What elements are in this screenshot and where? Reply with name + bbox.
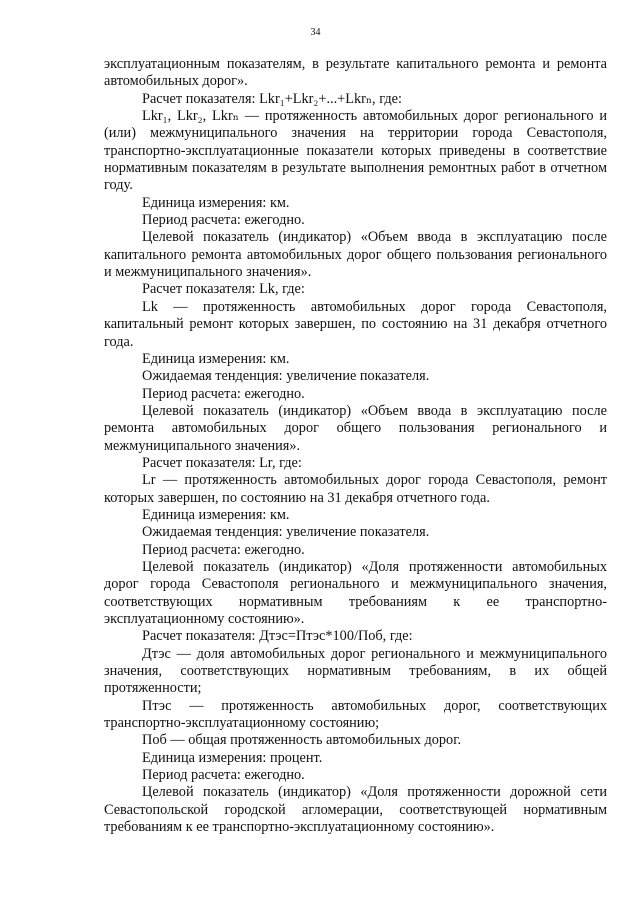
- paragraph: Расчет показателя: Lr, где:: [142, 454, 302, 471]
- paragraph: Птэс — протяженность автомобильных дорог, соответствующих транспортно-эксплуатационному состоянию;: [104, 697, 607, 732]
- paragraph: Период расчета: ежегодно.: [142, 385, 305, 402]
- document-body: [104, 56, 607, 836]
- paragraph: Период расчета: ежегодно.: [142, 541, 305, 558]
- paragraph: Целевой показатель (индикатор) «Объем ввода в эксплуатацию после капитального ремонта автомобильных дорог общего пользования регионального и межмуниципального значения».: [104, 229, 607, 281]
- paragraph: эксплуатационным показателям, в результате капитального ремонта и ремонта автомобильных дорог».: [104, 56, 607, 90]
- paragraph: Единица измерения: км.: [142, 194, 290, 211]
- paragraph: Расчет показателя: Дтэс=Птэс*100/Поб, где:: [142, 628, 413, 645]
- paragraph: Целевой показатель (индикатор) «Объем ввода в эксплуатацию после ремонта автомобильных дорог общего пользования регионального и межмуниципального значения».: [104, 402, 607, 454]
- paragraph: Поб — общая протяженность автомобильных дорог.: [142, 732, 462, 749]
- paragraph: Lkr₁, Lkr₂, Lkrₙ — протяженность автомобильных дорог регионального и (или) межмуниципального значения на территории города Севастополя, транспортно-эксплуатационные показатели которых приведены в соответствие нормативным показателям в результате выполнения ремонтных работ в отчетном году.: [104, 108, 607, 194]
- paragraph: Ожидаемая тенденция: увеличение показателя.: [142, 368, 430, 385]
- paragraph: Единица измерения: км.: [142, 506, 290, 523]
- paragraph: Lr — протяженность автомобильных дорог города Севастополя, ремонт которых завершен, по состоянию на 31 декабря отчетного года.: [104, 472, 607, 506]
- paragraph: Расчет показателя: Lk, где:: [142, 281, 305, 298]
- paragraph: Целевой показатель (индикатор) «Доля протяженности автомобильных дорог города Севастополя регионального и межмуниципального значения, соответствующих нормативным требованиям к ее транспортно-эксплуатационному состоянию».: [104, 558, 607, 627]
- paragraph: Дтэс — доля автомобильных дорог регионального и межмуниципального значения, соответствующих нормативным требованиям, в их общей протяженности;: [104, 645, 607, 697]
- paragraph: Ожидаемая тенденция: увеличение показателя.: [142, 524, 430, 541]
- paragraph: Расчет показателя: Lkr₁+Lkr₂+...+Lkrₙ, где:: [142, 90, 402, 107]
- paragraph: Период расчета: ежегодно.: [142, 767, 305, 784]
- paragraph: Единица измерения: км.: [142, 350, 290, 367]
- paragraph: Lk — протяженность автомобильных дорог города Севастополя, капитальный ремонт которых завершен, по состоянию на 31 декабря отчетного года.: [104, 298, 607, 350]
- paragraph: Единица измерения: процент.: [142, 749, 323, 766]
- paragraph: Период расчета: ежегодно.: [142, 212, 305, 229]
- page-number: 34: [310, 27, 321, 38]
- paragraph: Целевой показатель (индикатор) «Доля протяженности дорожной сети Севастопольской городской агломерации, соответствующей нормативным требованиям к ее транспортно-эксплуатационному состоянию».: [104, 784, 607, 836]
